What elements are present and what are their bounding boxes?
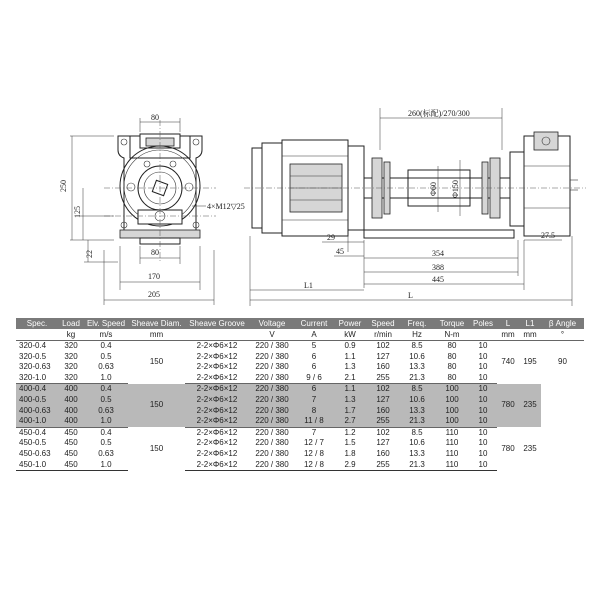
column-unit: A [295,329,333,341]
current-cell: 12 / 7 [303,438,324,448]
load-cell: 400 [58,395,84,406]
speed-cell: 127 [376,351,390,361]
poles-cell: 10 [478,362,488,372]
beta-angle-cell: 90 [541,341,584,384]
sheave-diam-cell: 150 [128,384,185,427]
elv-speed-cell: 1.0 [84,460,128,471]
current-cell: 7 [311,427,317,437]
l1-cell: 195 [523,357,537,367]
voltage-cell: 220 / 380 [255,438,289,448]
speed-cell: 102 [367,384,399,395]
voltage-cell: 220 / 380 [249,395,295,406]
spec-cell: 450-0.4 [19,427,47,437]
power-cell: 2.9 [333,460,367,471]
column-header: Poles [469,318,497,329]
freq-cell: 21.3 [399,460,435,471]
table-units-row [16,329,584,341]
speed-cell: 255 [367,373,399,384]
column-header: Voltage [249,318,295,329]
column-unit: r/min [367,329,399,341]
elv-speed-cell: 0.5 [100,438,112,448]
sheave-groove-cell: 2-2×Φ6×12 [196,438,238,448]
dim-l1: L1 [304,281,313,290]
spec-table [16,318,584,471]
spec-cell: 320-0.4 [19,341,47,350]
dim-shaft-height: 125 [73,206,82,218]
torque-cell: 110 [445,438,459,448]
spec-group [16,341,584,384]
sheave-groove-cell: 2-2×Φ6×12 [196,362,238,372]
speed-cell: 160 [376,448,390,458]
spec-group [16,427,584,470]
column-unit [469,329,497,341]
torque-cell: 100 [435,416,469,427]
power-cell: 1.8 [344,448,356,458]
current-cell: 8 [295,406,333,417]
power-cell: 1.1 [333,384,367,395]
column-unit [16,329,58,341]
column-header: L [497,318,519,329]
voltage-cell: 220 / 380 [249,384,295,395]
current-cell: 9 / 6 [295,373,333,384]
freq-cell: 13.3 [399,406,435,417]
dim-29: 29 [327,233,335,242]
sheave-groove-cell: 2-2×Φ6×12 [196,341,238,350]
sheave-groove-cell: 2-2×Φ6×12 [185,395,249,406]
power-cell: 2.7 [333,416,367,427]
dim-bolts: 4×M12▽25 [207,202,245,211]
dim-shaft-diameter: Φ60 [429,182,438,196]
power-cell: 0.9 [344,341,356,350]
column-unit: kW [333,329,367,341]
power-cell: 1.3 [333,395,367,406]
sheave-groove-cell: 2-2×Φ6×12 [196,427,238,437]
column-unit: mm [497,329,519,341]
column-header: Speed [367,318,399,329]
load-cell: 450 [64,438,78,448]
dim-445: 445 [432,275,444,284]
power-cell: 1.1 [344,351,356,361]
column-unit: V [249,329,295,341]
dim-height: 250 [59,180,68,192]
dim-base-offset: 22 [85,250,94,258]
sheave-groove-cell: 2-2×Φ6×12 [185,460,249,471]
voltage-cell: 220 / 380 [249,406,295,417]
column-header: Power [333,318,367,329]
speed-cell: 255 [367,416,399,427]
current-cell: 6 [311,362,317,372]
freq-cell: 21.3 [399,373,435,384]
spec-cell: 320-0.63 [19,362,51,372]
sheave-diam-cell: 150 [149,357,164,367]
voltage-cell: 220 / 380 [255,427,289,437]
torque-cell: 100 [435,406,469,417]
dim-overall-width: 205 [148,290,160,299]
speed-cell: 127 [376,438,390,448]
freq-cell: 13.3 [409,362,425,372]
poles-cell: 10 [469,406,497,417]
poles-cell: 10 [478,448,488,458]
dim-base-width: 170 [148,272,160,281]
voltage-cell: 220 / 380 [249,373,295,384]
power-cell: 1.7 [333,406,367,417]
column-unit: ° [541,329,584,341]
elv-speed-cell: 0.63 [98,362,114,372]
column-unit: N-m [435,329,469,341]
freq-cell: 10.6 [409,351,425,361]
freq-cell: 10.6 [409,438,425,448]
freq-cell: 13.3 [409,448,425,458]
current-cell: 12 / 8 [295,460,333,471]
column-unit: kg [58,329,84,341]
speed-cell: 127 [367,395,399,406]
torque-cell: 80 [435,373,469,384]
torque-cell: 110 [445,427,459,437]
load-cell: 400 [58,384,84,395]
voltage-cell: 220 / 380 [255,351,289,361]
poles-cell: 10 [478,438,488,448]
freq-cell: 21.3 [399,416,435,427]
dim-top-width: 80 [151,113,159,122]
elv-speed-cell: 0.5 [100,351,112,361]
table-row [16,341,584,352]
elv-speed-cell: 0.4 [100,341,112,350]
speed-cell: 255 [367,460,399,471]
spec-cell: 450-1.0 [16,460,58,471]
elv-speed-cell: 0.63 [98,448,114,458]
load-cell: 320 [64,341,78,350]
poles-cell: 10 [478,351,488,361]
dim-388: 388 [432,263,444,272]
dim-shaft-span: 260(标配)/270/300 [408,109,470,118]
voltage-cell: 220 / 380 [249,416,295,427]
speed-cell: 160 [376,362,390,372]
l1-cell: 235 [519,384,541,427]
voltage-cell: 220 / 380 [255,362,289,372]
side-view [244,108,586,306]
spec-cell: 400-0.63 [16,406,58,417]
freq-cell: 8.5 [411,427,423,437]
power-cell: 2.1 [333,373,367,384]
current-cell: 7 [295,395,333,406]
freq-cell: 8.5 [399,384,435,395]
dim-sheave-diameter: Φ150 [451,180,460,198]
column-header: Elv. Speed [84,318,128,329]
elv-speed-cell: 0.4 [84,384,128,395]
sheave-groove-cell: 2-2×Φ6×12 [196,351,238,361]
spec-cell: 320-1.0 [16,373,58,384]
load-cell: 450 [58,460,84,471]
sheave-groove-cell: 2-2×Φ6×12 [185,373,249,384]
sheave-groove-cell: 2-2×Φ6×12 [196,448,238,458]
front-view [59,113,245,305]
load-cell: 450 [64,427,78,437]
poles-cell: 10 [469,395,497,406]
torque-cell: 100 [435,395,469,406]
elv-speed-cell: 1.0 [84,416,128,427]
load-cell: 320 [58,373,84,384]
column-header: Freq. [399,318,435,329]
torque-cell: 100 [435,384,469,395]
current-cell: 5 [311,341,317,350]
sheave-groove-cell: 2-2×Φ6×12 [185,384,249,395]
poles-cell: 10 [469,460,497,471]
poles-cell: 10 [478,341,488,350]
l1-cell: 235 [523,443,537,453]
column-unit: Hz [399,329,435,341]
load-cell: 320 [64,362,78,372]
elv-speed-cell: 0.5 [84,395,128,406]
column-header: Torque [435,318,469,329]
power-cell: 1.3 [344,362,356,372]
column-header: β Angle [541,318,584,329]
spec-cell: 450-0.63 [19,448,51,458]
freq-cell: 10.6 [399,395,435,406]
spec-cell: 320-0.5 [19,351,47,361]
sheave-diam-cell: 150 [149,443,164,453]
column-header: Load [58,318,84,329]
load-cell: 400 [58,416,84,427]
power-cell: 1.5 [344,438,356,448]
column-header: Sheave Diam. [128,318,185,329]
column-header: Spec. [16,318,58,329]
dim-bottom-width: 80 [151,248,159,257]
dim-45: 45 [336,247,344,256]
current-cell: 12 / 8 [303,448,324,458]
speed-cell: 102 [376,341,390,350]
voltage-cell: 220 / 380 [249,460,295,471]
table-row [16,384,584,395]
table-header-row [16,318,584,329]
elv-speed-cell: 1.0 [84,373,128,384]
speed-cell: 102 [376,427,390,437]
column-header: Sheave Groove [185,318,249,329]
torque-cell: 80 [447,351,457,361]
spec-cell: 400-0.5 [16,395,58,406]
sheave-groove-cell: 2-2×Φ6×12 [185,416,249,427]
load-cell: 450 [64,448,78,458]
column-unit: mm [519,329,541,341]
poles-cell: 10 [478,427,488,437]
sheave-groove-cell: 2-2×Φ6×12 [185,406,249,417]
power-cell: 1.2 [344,427,356,437]
l-cell: 740 [501,357,515,367]
current-cell: 6 [311,351,317,361]
poles-cell: 10 [469,373,497,384]
l-cell: 780 [501,443,515,453]
freq-cell: 8.5 [411,341,423,350]
column-unit [185,329,249,341]
column-header: L1 [519,318,541,329]
current-cell: 6 [295,384,333,395]
spec-cell: 400-1.0 [16,416,58,427]
torque-cell: 110 [435,460,469,471]
spec-group [16,384,584,427]
load-cell: 320 [64,351,78,361]
column-unit: mm [128,329,185,341]
speed-cell: 160 [367,406,399,417]
table-row [16,427,584,438]
current-cell: 11 / 8 [295,416,333,427]
column-header: Current [295,318,333,329]
torque-cell: 110 [445,448,459,458]
voltage-cell: 220 / 380 [255,341,289,350]
voltage-cell: 220 / 380 [255,448,289,458]
elv-speed-cell: 0.63 [84,406,128,417]
poles-cell: 10 [469,416,497,427]
dim-l: L [408,291,413,300]
l-cell: 780 [497,384,519,427]
elv-speed-cell: 0.4 [100,427,112,437]
spec-cell: 450-0.5 [19,438,47,448]
poles-cell: 10 [469,384,497,395]
torque-cell: 80 [447,341,457,350]
dim-354: 354 [432,249,444,258]
spec-cell: 400-0.4 [16,384,58,395]
torque-cell: 80 [447,362,457,372]
load-cell: 400 [58,406,84,417]
dim-27-5: 27.5 [541,231,555,240]
column-unit: m/s [84,329,128,341]
